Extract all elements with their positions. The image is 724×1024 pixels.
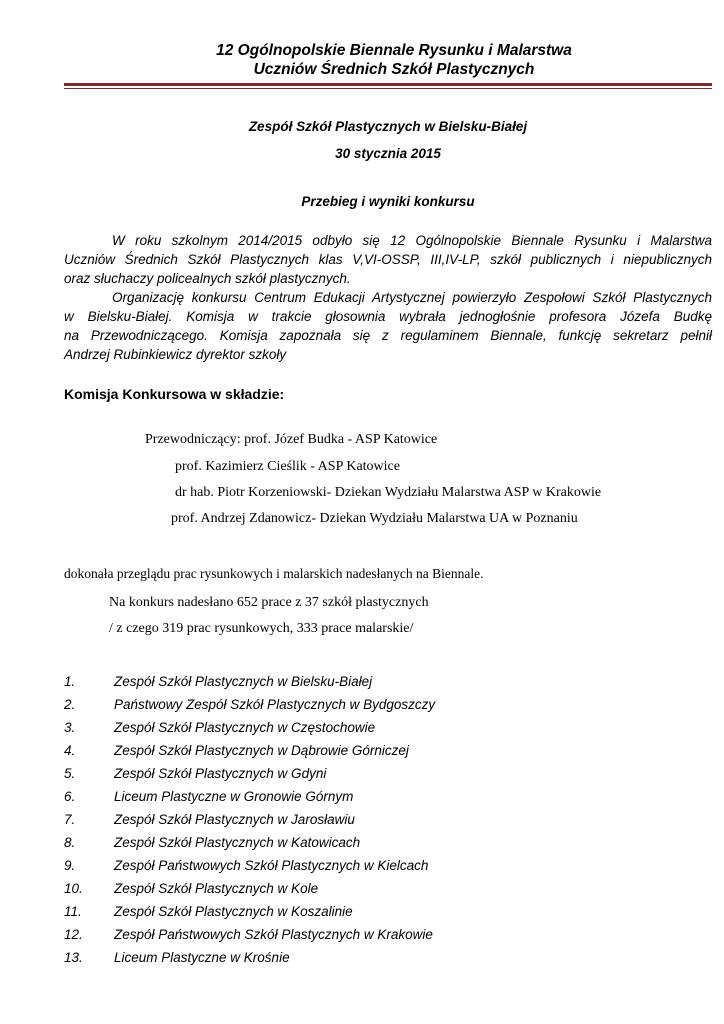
list-item-text: Zespół Państwowych Szkół Plastycznych w Krakowie <box>114 927 433 942</box>
list-item-text: Zespół Szkół Plastycznych w Dąbrowie Górniczej <box>114 743 409 758</box>
paragraph2-line2: w Bielsku-Białej. Komisja w trakcie głosownia wybrała jednogłośnie profesora Józefa Budkę <box>64 309 712 324</box>
list-item-number: 1. <box>64 674 76 689</box>
list-item-text: Państwowy Zespół Szkół Plastycznych w Bydgoszczy <box>114 697 436 712</box>
list-item-number: 5. <box>64 766 76 781</box>
submissions-line1: Na konkurs nadesłano 652 prace z 37 szkół plastycznych <box>109 595 429 610</box>
review-text: dokonała przeglądu prac rysunkowych i malarskich nadesłanych na Biennale. <box>64 566 484 581</box>
paragraph1-line2: Uczniów Średnich Szkół Plastycznych klas V,VI-OSSP, III,IV-LP, szkół publicznych i niepublicznych <box>64 252 712 267</box>
document-header <box>64 41 724 79</box>
list-item-text: Liceum Plastyczne w Krośnie <box>114 950 290 965</box>
paragraph2-line3: na Przewodniczącego. Komisja zapoznała się z regulaminem Biennale, funkcję sekretarz pełnił <box>64 328 712 343</box>
venue-line: Zespół Szkół Plastycznych w Bielsku-Białej <box>248 119 528 134</box>
paragraph1-line1: W roku szkolnym 2014/2015 odbyło się 12 Ogólnopolskie Biennale Rysunku i Malarstwa <box>112 233 712 248</box>
list-item-number: 2. <box>64 697 76 712</box>
list-item-text: Zespół Szkół Plastycznych w Koszalinie <box>114 904 353 919</box>
header-rule-thick <box>64 83 712 86</box>
list-item-text: Zespół Szkół Plastycznych w Bielsku-Białej <box>114 674 373 689</box>
submissions-line2: / z czego 319 prac rysunkowych, 333 prace malarskie/ <box>109 621 414 636</box>
list-item-number: 13. <box>64 950 83 965</box>
list-item-number: 6. <box>64 789 76 804</box>
list-item-number: 4. <box>64 743 76 758</box>
committee-title: Komisja Konkursowa w składzie: <box>64 386 285 402</box>
committee-member-3: prof. Andrzej Zdanowicz- Dziekan Wydziału Malarstwa UA w Poznaniu <box>171 511 578 526</box>
committee-member-1: prof. Kazimierz Cieślik - ASP Katowice <box>175 459 400 474</box>
list-item-number: 3. <box>64 720 76 735</box>
list-item-text: Zespół Szkół Plastycznych w Kole <box>114 881 319 896</box>
section-heading: Przebieg i wyniki konkursu <box>301 194 475 209</box>
list-item-text: Zespół Szkół Plastycznych w Katowicach <box>114 835 361 850</box>
paragraph2-line4: Andrzej Rubinkiewicz dyrektor szkoły <box>64 347 287 362</box>
paragraph1-line3: oraz słuchaczy policealnych szkół plastycznych. <box>64 271 351 286</box>
header-title-line2: Uczniów Średnich Szkół Plastycznych <box>253 61 535 78</box>
header-rule-thin <box>64 88 712 89</box>
list-item-number: 10. <box>64 881 83 896</box>
list-item-number: 11. <box>64 904 82 919</box>
header-title-line1: 12 Ogólnopolskie Biennale Rysunku i Malarstwa <box>216 42 572 59</box>
list-item-number: 9. <box>64 858 76 873</box>
list-item-number: 7. <box>64 812 76 827</box>
paragraph2-line1: Organizację konkursu Centrum Edukacji Artystycznej powierzyło Zespołowi Szkół Plastycznych <box>112 290 712 305</box>
list-item-text: Zespół Państwowych Szkół Plastycznych w Kielcach <box>114 858 429 873</box>
committee-member-2: dr hab. Piotr Korzeniowski- Dziekan Wydziału Malarstwa ASP w Krakowie <box>175 485 602 500</box>
date-line: 30 stycznia 2015 <box>335 146 441 161</box>
list-item-number: 12. <box>64 927 83 942</box>
list-item-number: 8. <box>64 835 76 850</box>
committee-chair: Przewodniczący: prof. Józef Budka - ASP Katowice <box>145 432 438 447</box>
list-item-text: Liceum Plastyczne w Gronowie Górnym <box>114 789 354 804</box>
list-item-text: Zespół Szkół Plastycznych w Jarosławiu <box>114 812 355 827</box>
list-item-text: Zespół Szkół Plastycznych w Częstochowie <box>114 720 376 735</box>
list-item-text: Zespół Szkół Plastycznych w Gdyni <box>114 766 327 781</box>
